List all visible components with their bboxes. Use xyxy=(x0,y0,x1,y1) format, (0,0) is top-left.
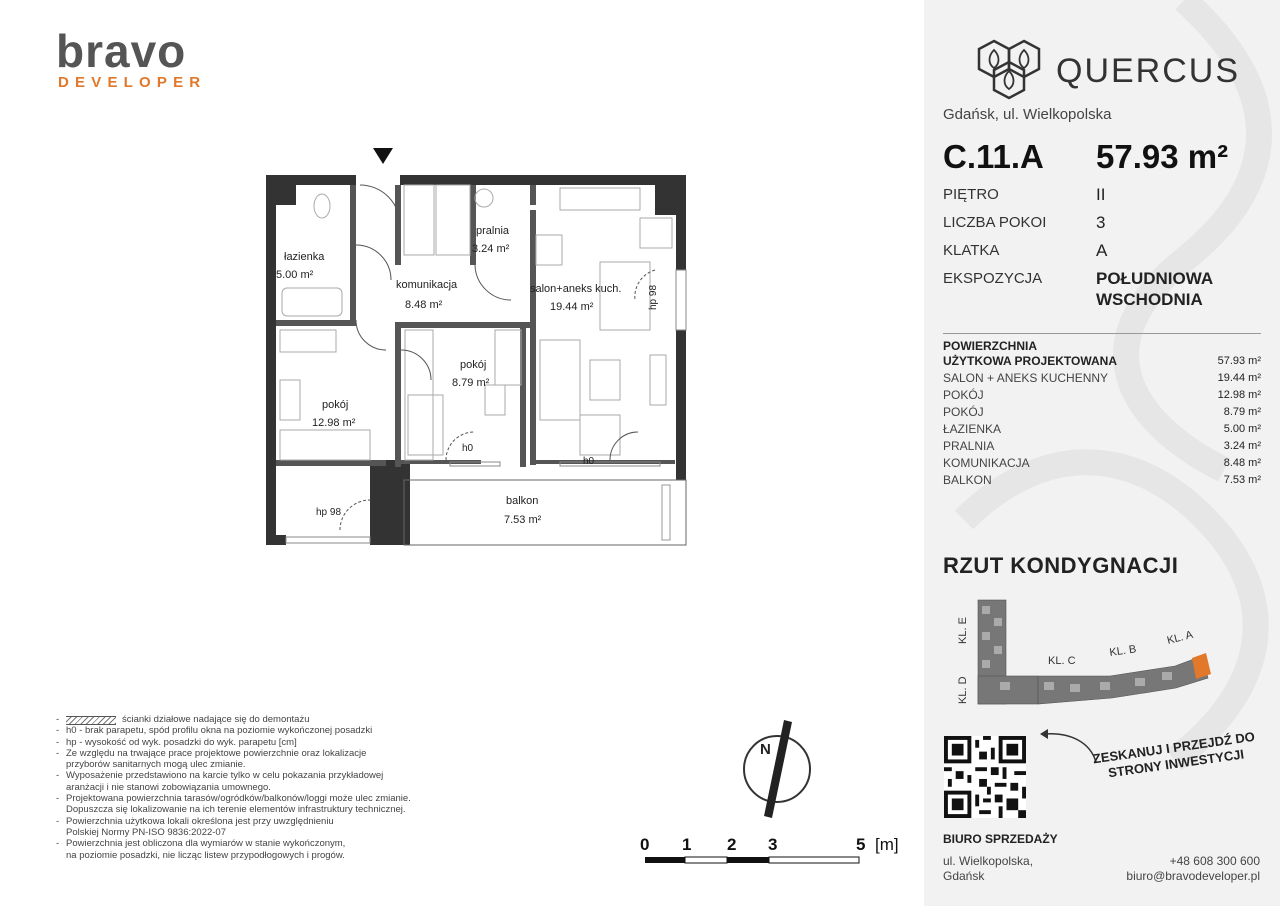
room-label-balkon: balkon xyxy=(506,495,539,507)
note-item: - Powierzchnia użytkowa lokali określona jest przy uwzględnieniu xyxy=(56,815,334,827)
area-row: PRALNIA 3.24 m² xyxy=(943,439,1261,453)
phone-link[interactable]: +48 608 300 600 xyxy=(1169,854,1260,868)
prop-label: PIĘTRO xyxy=(943,186,999,203)
area-row: POKÓJ 12.98 m² xyxy=(943,388,1261,402)
mark-h0-right: h0 xyxy=(583,456,595,467)
sales-office-title: BIURO SPRZEDAŻY xyxy=(943,832,1058,846)
room-label-pokoj-small: pokój xyxy=(460,359,487,371)
mark-hp98-right: hp 98 xyxy=(648,284,659,310)
floor-plan-title: RZUT KONDYGNACJI xyxy=(943,553,1179,578)
sales-address xyxy=(943,854,1033,884)
scan-instruction: ZESKANUJ I PRZEJDŹ DO STRONY INWESTYCJI xyxy=(1091,728,1256,781)
area-row: UŻYTKOWA PROJEKTOWANA 57.93 m² xyxy=(943,354,1261,368)
prop-value-exposure: POŁUDNIOWA WSCHODNIA xyxy=(1096,269,1214,309)
building-key-plan xyxy=(940,594,1240,724)
room-label-pokoj-large: pokój xyxy=(322,399,349,411)
stairwell-label: KL. D xyxy=(957,676,969,704)
note-item: - hp - wysokość od wyk. posadzki do wyk. parapetu [cm] xyxy=(56,736,297,748)
scale-label: 5 xyxy=(856,835,866,854)
prop-label: KLATKA xyxy=(943,242,1000,259)
scale-label: 2 xyxy=(727,835,737,854)
note-item: - Wyposażenie przedstawiono na karcie tylko w celu pokazania przykładowej xyxy=(56,770,384,782)
email-link[interactable]: biuro@bravodeveloper.pl xyxy=(1126,869,1260,883)
note-item: Polskiej Normy PN-ISO 9836:2022-07 xyxy=(66,826,226,838)
note-item: - Powierzchnia jest obliczona dla wymiarów w stanie wykończonym, xyxy=(56,838,346,850)
scale-label: 1 xyxy=(682,835,692,854)
scale-bar xyxy=(640,855,910,869)
area-table xyxy=(943,339,1261,489)
quercus-leaf-logo-icon xyxy=(976,38,1042,100)
address-line: ul. Wielkopolska, xyxy=(943,854,1034,868)
area-row: POKÓJ 8.79 m² xyxy=(943,405,1261,419)
address-line: Gdańsk xyxy=(943,869,985,883)
room-area-pokoj-large: 12.98 m² xyxy=(312,417,356,429)
note-item: przyborów sanitarnych mogą ulec zmianie. xyxy=(66,759,246,771)
prop-value: II xyxy=(1096,185,1106,204)
plan-notes xyxy=(56,714,456,861)
prop-value: A xyxy=(1096,241,1108,260)
mark-hp98-left: hp 98 xyxy=(316,507,342,518)
area-row: ŁAZIENKA 5.00 m² xyxy=(943,422,1261,436)
developer-subtitle: DEVELOPER xyxy=(58,74,207,91)
note-item: - Ze względu na trwające prace projektowe powierzchnie oraz lokalizacje xyxy=(56,747,367,759)
note-item: - ścianki działowe nadające się do demontażu xyxy=(56,714,310,725)
note-item: Dopuszcza się lokalizowanie na ich terenie elementów infrastruktury technicznej. xyxy=(66,804,406,816)
stairwell-label: KL. A xyxy=(1165,628,1195,647)
stairwell-label: KL. E xyxy=(957,617,969,644)
scale-unit: [m] xyxy=(875,835,899,854)
location: Gdańsk, ul. Wielkopolska xyxy=(943,106,1112,123)
prop-value: 3 xyxy=(1096,213,1106,232)
stairwell-label: KL. C xyxy=(1048,655,1076,667)
note-item: - h0 - brak parapetu, spód profilu okna na poziomie wykończonej posadzki xyxy=(56,725,373,737)
room-area-lazienka: 5.00 m² xyxy=(276,269,314,281)
prop-label: EKSPOZYCJA xyxy=(943,270,1043,287)
prop-label: LICZBA POKOI xyxy=(943,214,1047,231)
divider xyxy=(943,333,1261,334)
floor-plan xyxy=(250,140,700,560)
area-row: BALKON 7.53 m² xyxy=(943,473,1261,487)
note-item: aranżacji i nie stanowi zobowiązania umownego. xyxy=(66,781,271,793)
north-compass-icon xyxy=(722,714,832,824)
north-label: N xyxy=(760,741,771,758)
scale-label: 0 xyxy=(640,835,650,854)
room-area-pokoj-small: 8.79 m² xyxy=(452,377,490,389)
area-row: KOMUNIKACJA 8.48 m² xyxy=(943,456,1261,470)
note-item: na poziomie posadzki, nie licząc listew przypodłogowych i progów. xyxy=(66,849,345,861)
note-item: - Projektowana powierzchnia tarasów/ogródków/balkonów/loggi może ulec zmianie. xyxy=(56,793,411,805)
room-label-komunikacja: komunikacja xyxy=(396,279,458,291)
qr-code-icon[interactable] xyxy=(944,736,1026,818)
demountable-wall-icon xyxy=(66,716,116,725)
room-label-lazienka: łazienka xyxy=(284,251,325,263)
scale-label: 3 xyxy=(768,835,778,854)
room-area-komunikacja: 8.48 m² xyxy=(405,299,443,311)
room-label-salon: salon+aneks kuch. xyxy=(530,283,622,295)
bravo-logo: bravo xyxy=(56,25,187,77)
mark-h0-left: h0 xyxy=(462,443,474,454)
stairwell-label: KL. B xyxy=(1108,643,1138,659)
area-table-heading: POWIERZCHNIA xyxy=(943,339,1037,353)
brand-name: QUERCUS xyxy=(1056,52,1241,90)
room-label-pralnia: pralnia xyxy=(476,225,510,237)
entry-arrow-icon xyxy=(373,148,393,164)
apartment-area: 57.93 m² xyxy=(1096,138,1229,175)
room-area-balkon: 7.53 m² xyxy=(504,514,542,526)
area-row: SALON + ANEKS KUCHENNY 19.44 m² xyxy=(943,371,1261,385)
apartment-code: C.11.A xyxy=(943,138,1044,175)
sales-contact xyxy=(1100,854,1260,884)
room-area-salon: 19.44 m² xyxy=(550,301,594,313)
room-area-pralnia: 3.24 m² xyxy=(472,243,510,255)
